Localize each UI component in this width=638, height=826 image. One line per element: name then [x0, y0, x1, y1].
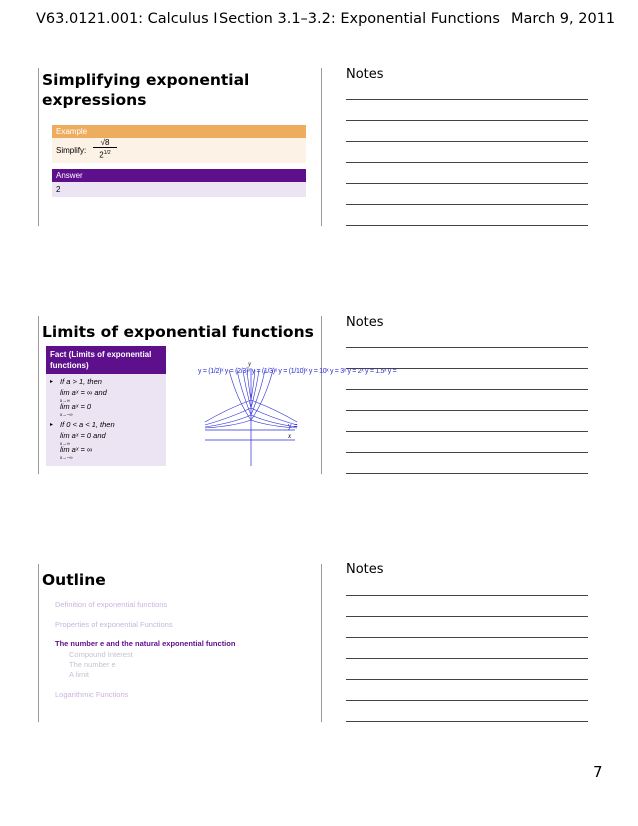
notes-line: [346, 595, 588, 596]
fact-limit: lim aˣ = 0: [60, 402, 92, 411]
notes-label: Notes: [346, 315, 384, 330]
header-section: Section 3.1–3.2: Exponential Functions: [219, 11, 500, 27]
limit-subscript: x→∞: [60, 441, 70, 446]
notes-line: [346, 120, 588, 121]
limit-subscript: x→−∞: [60, 455, 73, 460]
fact-block-header: Fact (Limits of exponential functions): [46, 346, 166, 374]
notes-line: [346, 183, 588, 184]
limit-subscript: x→∞: [60, 398, 70, 403]
fact-limit: lim aˣ = ∞: [60, 445, 93, 454]
notes-line: [346, 700, 588, 701]
notes-line: [346, 225, 588, 226]
page-number: 7: [593, 763, 603, 781]
outline-subitem: A limit: [69, 670, 90, 679]
fact-limit: lim aˣ = 0 and: [60, 431, 106, 440]
notes-line: [346, 347, 588, 348]
slide-title: Outline: [42, 571, 106, 589]
notes-label: Notes: [346, 562, 384, 577]
answer-block-body: 2: [52, 182, 306, 197]
notes-line: [346, 658, 588, 659]
example-block-body: [52, 138, 306, 163]
notes-line: [346, 141, 588, 142]
notes-line: [346, 721, 588, 722]
fact-item-2: If 0 < a < 1, then: [60, 420, 115, 429]
graph-right-label: y =: [288, 423, 298, 430]
header-course: V63.0121.001: Calculus I: [36, 11, 218, 27]
slide-outline: [38, 564, 322, 722]
bullet-icon: ▸: [50, 422, 54, 428]
simplify-prefix: Simplify:: [56, 146, 87, 155]
outline-item: Properties of exponential Functions: [55, 620, 173, 629]
fraction-denominator: $2^{1/2}$: [99, 150, 111, 160]
bullet-icon: ▸: [50, 379, 54, 385]
notes-line: [346, 99, 588, 100]
outline-item-active: The number e and the natural exponential function: [55, 639, 236, 648]
example-block-header: Example: [52, 125, 306, 138]
outline-subitem: Compound Interest: [69, 650, 133, 659]
slide-title: Limits of exponential functions: [42, 323, 314, 341]
graph-legend: y = (1/2)ˣ y = (2/3)ˣ y = (1/3)ˣ y = (1/10)ˣ y = 10ˣ y = 3ˣ y = 2ˣ y = 1.5ˣ y =: [198, 368, 397, 375]
notes-line: [346, 389, 588, 390]
notes-line: [346, 410, 588, 411]
fact-block-body: [46, 374, 166, 466]
notes-line: [346, 452, 588, 453]
fraction-numerator: √8: [93, 138, 117, 148]
fact-limit: lim aˣ = ∞ and: [60, 388, 107, 397]
answer-block-header: Answer: [52, 169, 306, 182]
notes-line: [346, 679, 588, 680]
header-date: March 9, 2011: [511, 11, 616, 27]
notes-line: [346, 162, 588, 163]
notes-line: [346, 637, 588, 638]
graph-y-axis-label: y: [248, 360, 252, 368]
slide-simplifying: [38, 68, 322, 226]
limit-subscript: x→−∞: [60, 412, 73, 417]
graph-x-axis-label: x: [288, 432, 292, 440]
notes-line: [346, 368, 588, 369]
notes-line: [346, 204, 588, 205]
notes-line: [346, 473, 588, 474]
fact-item-1: If a > 1, then: [60, 377, 102, 386]
exponential-graph: [195, 360, 397, 470]
notes-line: [346, 431, 588, 432]
slide-title: Simplifying exponential expressions: [42, 71, 250, 109]
outline-item: Logarithmic Functions: [55, 690, 129, 699]
notes-label: Notes: [346, 67, 384, 82]
notes-line: [346, 616, 588, 617]
outline-subitem: The number e: [69, 660, 116, 669]
outline-item: Definition of exponential functions: [55, 600, 168, 609]
